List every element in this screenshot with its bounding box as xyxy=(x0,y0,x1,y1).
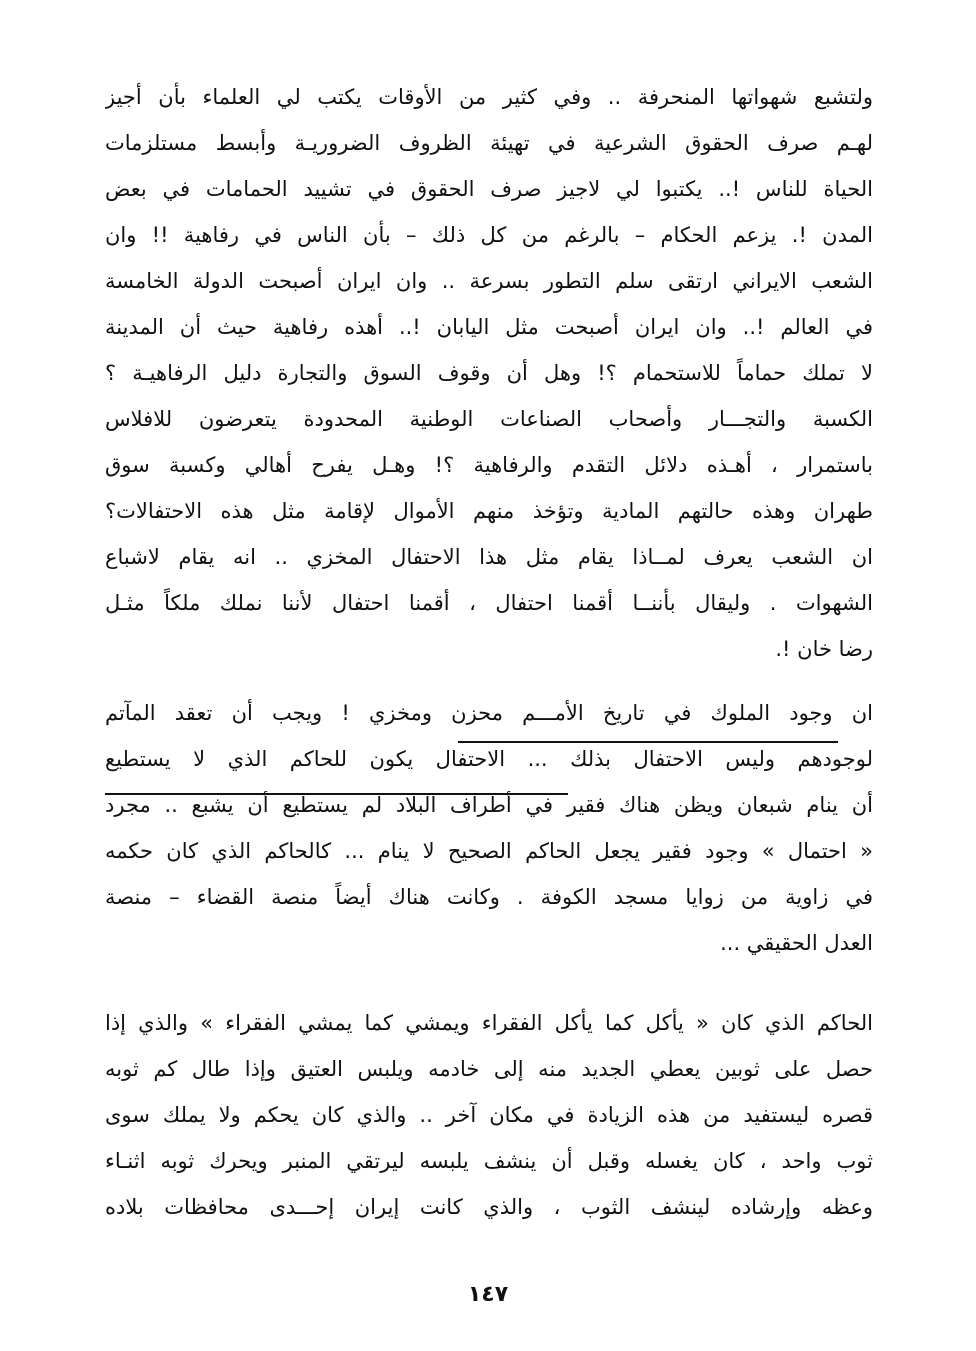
text-line: الشهوات . وليقال بأننــا أقمنا احتفال ، أقمنا احتفال لأننا نملك ملكاً مثـل xyxy=(105,591,873,615)
underline-rule xyxy=(105,793,568,795)
page-number: ١٤٧ xyxy=(467,1282,509,1307)
text-line: ولتشبع شهواتها المنحرفة .. وفي كثير من الأوقات يكتب لي العلماء بأن أجيز xyxy=(105,85,873,109)
text-line: « احتمال » وجود فقير يجعل الحاكم الصحيح لا ينام ... كالحاكم الذي كان حكمه xyxy=(105,839,873,863)
text-line: الحاكم الذي كان « يأكل كما يأكل الفقراء ويمشي كما يمشي الفقراء » والذي إذا xyxy=(105,1011,873,1035)
text-line: طهران وهذه حالتهم المادية وتؤخذ منهم الأموال لإقامة مثل هذه الاحتفالات؟ xyxy=(105,499,873,523)
underline-rule xyxy=(458,741,838,743)
text-line: الكسبة والتجـــار وأصحاب الصناعات الوطنية المحدودة يتعرضون للافلاس xyxy=(105,407,873,431)
text-line: لا تملك حماماً للاستحمام ؟! وهل أن وقوف السوق والتجارة دليل الرفاهيـة ؟ xyxy=(105,361,873,385)
text-line: رضا خان !. xyxy=(775,637,873,661)
text-line: باستمرار ، أهـذه دلائل التقدم والرفاهية ؟! وهـل يفرح أهالي وكسبة سوق xyxy=(105,453,873,477)
paragraph-3 xyxy=(105,1000,873,1230)
text-line: في زاوية من زوايا مسجد الكوفة . وكانت هناك أيضاً منصة القضاء – منصة xyxy=(105,885,873,909)
text-line: ان وجود الملوك في تاريخ الأمـــم محزن ومخزي ! ويجب أن تعقد المآتم xyxy=(105,701,873,725)
text-line: قصره ليستفيد من هذه الزيادة في مكان آخر .. والذي كان يحكم ولا يملك سوى xyxy=(105,1103,873,1127)
text-line: العدل الحقيقي ... xyxy=(720,931,873,955)
paragraph-2 xyxy=(105,690,873,966)
text-line: ثوب واحد ، كان يغسله وقبل أن ينشف يلبسه ليرتقي المنبر ويحرك ثوبه اثنـاء xyxy=(105,1149,873,1173)
paragraph-1 xyxy=(105,74,873,672)
text-line: أن ينام شبعان ويظن هناك فقير في أطراف البلاد لم يستطيع أن يشبع .. مجرد xyxy=(105,793,873,817)
text-line: في العالم !.. وان ايران أصبحت مثل اليابان !.. أهذه رفاهية حيث أن المدينة xyxy=(105,315,873,339)
text-line: الحياة للناس !.. يكتبوا لي لاجيز صرف الحقوق في تشييد الحمامات في بعض xyxy=(105,177,873,201)
text-line: لوجودهم وليس الاحتفال بذلك ... الاحتفال يكون للحاكم الذي لا يستطيع xyxy=(105,747,873,771)
text-line: ان الشعب يعرف لمــاذا يقام مثل هذا الاحتفال المخزي .. انه يقام لاشباع xyxy=(105,545,873,569)
text-line: وعظه وإرشاده لينشف الثوب ، والذي كانت إيران إحـــدى محافظات بلاده xyxy=(105,1195,873,1219)
text-line: حصل على ثوبين يعطي الجديد منه إلى خادمه ويلبس العتيق وإذا طال كم ثوبه xyxy=(105,1057,873,1081)
text-line: لهـم صرف الحقوق الشرعية في تهيئة الظروف الضروريـة وأبسط مستلزمات xyxy=(105,131,873,155)
text-line: الشعب الايراني ارتقى سلم التطور بسرعة .. وان ايران أصبحت الدولة الخامسة xyxy=(105,269,873,293)
text-line: المدن !. يزعم الحكام – بالرغم من كل ذلك – بأن الناس في رفاهية !! وان xyxy=(105,223,873,247)
